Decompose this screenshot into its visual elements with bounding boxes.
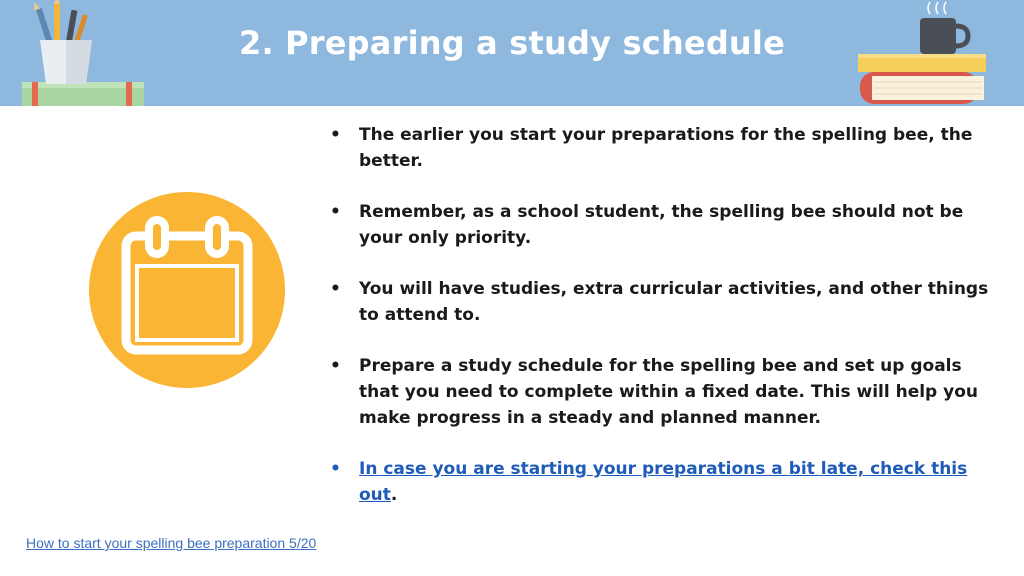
bullet-marker: •	[330, 125, 341, 145]
bullet-marker: •	[330, 356, 341, 376]
footer-link[interactable]: How to start your spelling bee preparation 5/20	[26, 535, 317, 551]
bullet-text: The earlier you start your preparations for the spelling bee, the better.	[359, 125, 973, 171]
bullet-item	[330, 122, 990, 174]
bullet-item	[330, 199, 990, 251]
bullet-text: Prepare a study schedule for the spelling bee and set up goals that you need to complete within a fixed date. This will help you make progress in a steady and planned manner.	[359, 356, 979, 428]
bullet-marker: •	[330, 279, 341, 299]
coffee-mug-on-books-icon	[852, 0, 992, 108]
bullet-marker: •	[330, 459, 341, 479]
slide-title: 2. Preparing a study schedule	[238, 24, 785, 62]
header-banner	[0, 0, 1024, 106]
bullet-marker: •	[330, 202, 341, 222]
link-suffix: .	[390, 485, 398, 505]
bullet-item	[330, 353, 990, 431]
bullet-item	[330, 276, 990, 328]
bullet-list	[330, 122, 990, 533]
bullet-text: You will have studies, extra curricular activities, and other things to attend to.	[359, 279, 989, 325]
bullet-item-link	[330, 456, 990, 508]
check-this-out-link[interactable]: In case you are starting your preparations a bit late, check this out	[359, 459, 968, 505]
calendar-icon	[89, 192, 285, 388]
bullet-text: Remember, as a school student, the spelling bee should not be your only priority.	[359, 202, 964, 248]
